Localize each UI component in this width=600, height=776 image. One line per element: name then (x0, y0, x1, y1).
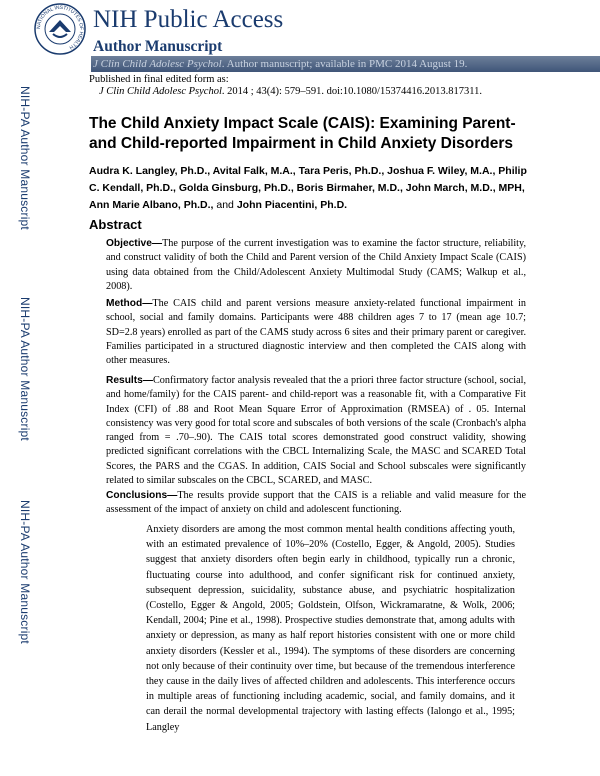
conclusions-label: Conclusions— (106, 490, 178, 501)
objective-label: Objective— (106, 238, 163, 249)
abstract-heading: Abstract (89, 217, 142, 232)
citation-journal: J Clin Child Adolesc Psychol (99, 86, 222, 97)
authors-and: and (216, 199, 234, 211)
authors-last: John Piacentini, Ph.D. (236, 199, 348, 211)
sidebar-label-bottom: NIH-PA Author Manuscript (18, 500, 32, 644)
body-paragraph: Anxiety disorders are among the most common mental health conditions affecting youth, with an estimated prevalence of 10%–20% (Costello, Egger, & Angold, 2005). Studies suggest that anxiety disorders often begin early in childhood, typically run a chronic, fluctuating course into adulthood, and confer significant risk for continued anxiety, subsequent depression, suicidality, substance abuse, and psychiatric hospitalization (Costello, Egger & Angold, 2005; Goldstein, Olfson, Wickramaratne, & Wolk, 2006; Kendall, 2004; Pine et al., 1998). Prospective studies demonstrate that, among adults with anxiety or depression, as many as half report histories consistent with one or more child anxiety disorders (Kessler et al., 1994). The symptoms of these disorders are concerning not only because of their continuity over time, but because of the tremendous interference they cause in the daily lives of affected children and adolescents. This interference occurs in multiple areas of functioning including academic, social, and family domains, and it can derail the normal developmental trajectory with lasting effects (Ialongo et al., 1995; Langley (146, 524, 515, 733)
objective-text: The purpose of the current investigation was to examine the factor structure, reliability, and construct validity of both the Child and Parent version of the Child Anxiety Impact Scale (CAIS) using data obtained from the Child/Adolescent Anxiety Multimodal Study (CAMS; Walkup et al., 2008). (106, 238, 526, 292)
method-text: The CAIS child and parent versions measure anxiety-related functional impairment in school, social and family domains. Participants were 488 children ages 7 to 17 (mean age 10.7; SD=2.8 years) enrolled as part of the CAMS study across 6 sites and their primary parent or caregiver. Families participated in a structured diagnostic interview and then completed the CAIS along with other measures. (106, 298, 526, 367)
author-list (89, 163, 529, 214)
results-text: Confirmatory factor analysis revealed that the a priori three factor structure (school, social, and home/family) for the CAIS parent- and child-report was a reasonable fit, with a Comparative Fit Index (CFI) of .88 and Root Mean Square Error of Approximation (RMSEA) of . 05. Internal consistency was very good for total score and subscales of both versions of the scale (Cronbach's alpha ranged from = .70–.90). The CAIS total scores demonstrated good construct validity, showing predicted significant correlations with the CBCL Internalizing Scale, the MASC and SCARED Total Scores, the PARS and the CGAS. In addition, CAIS Social and School subscales were significantly related to similar subscales on the CBCL, SCARED, and MASC. (106, 375, 526, 487)
method-label: Method— (106, 298, 153, 309)
sidebar-label-middle: NIH-PA Author Manuscript (18, 297, 32, 441)
abstract-results (106, 374, 526, 488)
published-note: Published in final edited form as: (89, 74, 229, 85)
header-journal-rest: . Author manuscript; available in PMC 2014 August 19. (221, 58, 468, 70)
abstract-conclusions (106, 489, 526, 518)
conclusions-text: The results provide support that the CAIS is a reliable and valid measure for the assessment of the impact of anxiety on child and adolescent functioning. (106, 490, 526, 516)
abstract-objective (106, 237, 526, 294)
header-journal-name: J Clin Child Adolesc Psychol (93, 58, 222, 70)
nih-logo (33, 2, 87, 56)
citation (99, 86, 482, 98)
citation-rest: . 2014 ; 43(4): 579–591. doi:10.1080/15374416.2013.817311. (221, 86, 482, 97)
nih-logo-text: NATIONAL INSTITUTES OF HEALTH (35, 4, 85, 51)
results-label: Results— (106, 375, 153, 386)
authors-main: Audra K. Langley, Ph.D., Avital Falk, M.A., Tara Peris, Ph.D., Joshua F. Wiley, M.A., Philip C. Kendall, Ph.D., Golda Ginsburg, Ph.D., Boris Birmaher, M.D., John March, M.D., MPH, Ann Marie Albano, Ph.D., (89, 165, 527, 211)
abstract-method (106, 297, 526, 368)
header-subtitle: Author Manuscript (93, 38, 223, 55)
sidebar-label-top: NIH-PA Author Manuscript (18, 86, 32, 230)
header-journal-line (93, 57, 467, 71)
paper-title: The Child Anxiety Impact Scale (CAIS): Examining Parent- and Child-reported Impairment in Child Anxiety Disorders (89, 115, 516, 152)
header-title: NIH Public Access (93, 6, 284, 33)
